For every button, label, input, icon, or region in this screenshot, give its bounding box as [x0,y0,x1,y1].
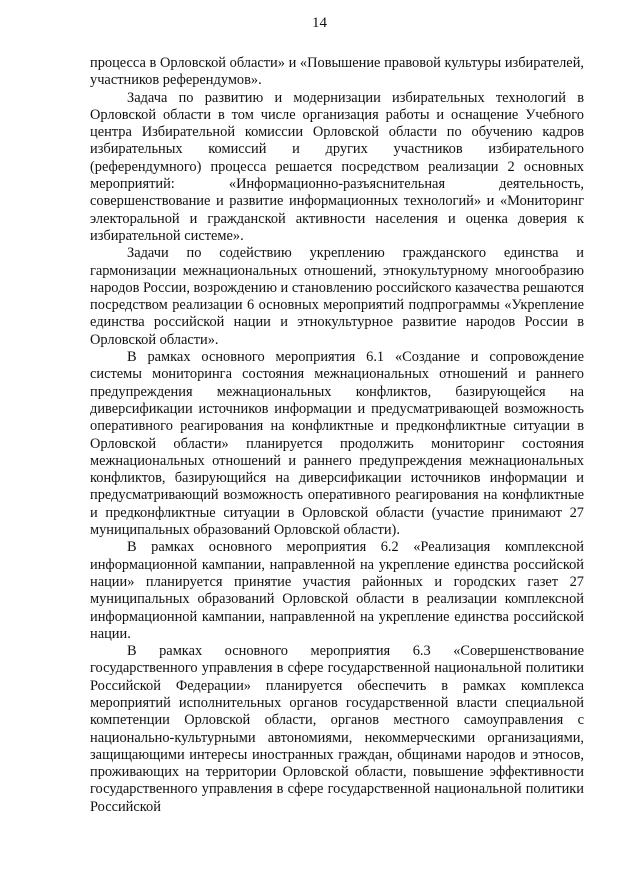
paragraph-measure-6-1: В рамках основного мероприятия 6.1 «Создание и сопровождение системы мониторинга состояния межнациональных отношений и раннего предупреждения межнациональных конфликтов, базирующейся на диверсификации источников информации и предусматривающей возможность оперативного реагирования на конфликтные и предконфликтные ситуации в Орловской области» планируется продолжить мониторинг состояния межнациональных отношений и раннего предупреждения межнациональных конфликтов, базирующийся на диверсификации источников информации и предусматривающий возможность оперативного реагирования на конфликтные и предконфликтные ситуации в Орловской области (участие принимают 27 муниципальных образований Орловской области). [90,349,584,539]
paragraph-election-technologies: Задача по развитию и модернизации избирательных технологий в Орловской области в том числе организация работы и оснащение Учебного центра Избирательной комиссии Орловской области по обучению кадров избирательных комиссий и других участников избирательного (референдумного) процесса решается посредством реализации 2 основных мероприятий: «Информационно-разъяснительная деятельность, совершенствование и развитие информационных технологий» и «Мониторинг электоральной и гражданской активности населения и оценка доверия к избирательной системе». [90,89,584,244]
paragraph-civil-unity: Задачи по содействию укреплению гражданского единства и гармонизации межнациональных отношений, этнокультурному многообразию народов России, возрождению и становлению российского казачества решаются посредством реализации 6 основных мероприятий подпрограммы «Укрепление единства российской нации и этнокультурное развитие народов России в Орловской области». [90,245,585,348]
document-body [90,55,584,816]
page-number: 14 [312,15,327,31]
paragraph-continuation: процесса в Орловской области» и «Повышение правовой культуры избирателей, участников референдумов». [90,55,584,89]
paragraph-measure-6-2: В рамках основного мероприятия 6.2 «Реализация комплексной информационной кампании, направленной на укрепление единства российской нации» планируется принятие участия районных и городских газет 27 муниципальных образований Орловской области в реализации комплексной информационной кампании, направленной на укрепление единства российской нации. [90,539,584,642]
paragraph-measure-6-3: В рамках основного мероприятия 6.3 «Совершенствование государственного управления в сфере государственной национальной политики Российской Федерации» планируется обеспечить в рамках комплекса мероприятий исполнительных органов государственной власти специальной компетенции Орловской области, органов местного самоуправления с национально-культурными автономиями, некоммерческими организациями, защищающими интересы иностранных граждан, общинами народов и этносов, проживающих на территории Орловской области, повышение эффективности государственного управления в сфере государственной национальной политики Российской [90,643,584,815]
